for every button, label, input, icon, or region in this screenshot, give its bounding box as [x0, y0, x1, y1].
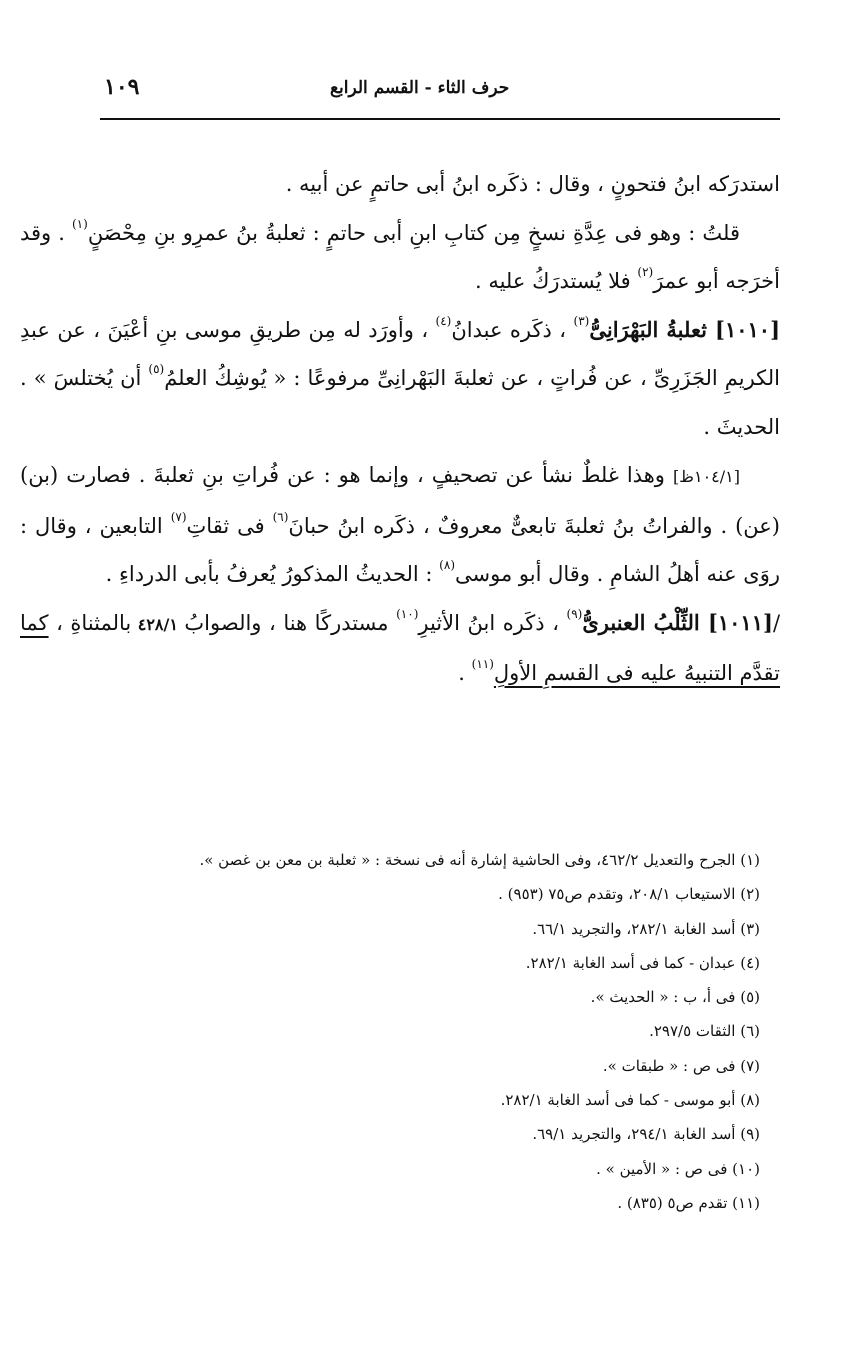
footnote-ref-7: (٧) — [170, 509, 187, 524]
text: : الحديثُ المذكورُ يُعرفُ بأبى الدرداءِ . — [105, 562, 440, 586]
entry-number: [١٠١١] — [707, 609, 773, 635]
footnote-ref-3: (٣) — [573, 313, 590, 328]
text: ، ذكَره عبدانُ — [451, 317, 574, 342]
paragraph-2 — [20, 209, 780, 306]
text: بالمثناةِ ، — [48, 610, 132, 635]
footnote-10: (١٠) فى ص : « الأمين » . — [596, 1159, 760, 1178]
footnote-9: (٩) أسد الغابة ٢٩٤/١، والتجريد ٦٩/١. — [532, 1125, 760, 1144]
paragraph-3 — [20, 451, 780, 599]
footnote-ref-2: (٢) — [637, 265, 654, 279]
footnote-ref-8: (٨) — [439, 558, 455, 572]
volume-ref: [١٠٤/١ظ] — [672, 467, 740, 486]
footnotes-section — [100, 843, 760, 1220]
footnote-ref-10: (١٠) — [396, 606, 419, 621]
footnote-7: (٧) فى ص : « طبقات ». — [602, 1056, 760, 1075]
text: ، ذكَره ابنُ الأثيرِ — [418, 610, 567, 635]
footnote-ref-4: (٤) — [435, 313, 452, 328]
footnote-8: (٨) أبو موسى - كما فى أسد الغابة ٢٨٢/١. — [500, 1091, 760, 1110]
footnote-2: (٢) الاستيعاب ٢٠٨/١، وتقدم ص٧٥ (٩٥٣) . — [498, 885, 760, 904]
entry-1011 — [20, 599, 780, 698]
footnote-ref-6: (٦) — [272, 509, 289, 524]
paragraph-1 — [20, 160, 780, 209]
entry-number: [١٠١٠] — [715, 316, 781, 342]
page-header — [100, 74, 780, 114]
footnote-1: (١) الجرح والتعديل ٤٦٢/٢، وفى الحاشية إشارة أنه فى نسخة : « ثعلبة بن معن بن غصن ». — [199, 851, 760, 869]
margin-volume-ref: ٤٢٨/١ — [131, 614, 185, 634]
text: . — [458, 661, 472, 685]
slash-mark: / — [772, 610, 781, 635]
text: . وقد أخرَجه أبو عمرَ — [20, 220, 780, 293]
text: أن يُختلسَ » . الحديثَ . — [20, 366, 780, 439]
entry-name: ثعلبةُ البَهْرَانِىُّ — [589, 316, 716, 342]
footnote-list — [100, 843, 760, 1220]
text: قلتُ : وهو فى عِدَّةِ نسخٍ مِن كتابِ ابنِ أبى حاتمٍ : ثعلبةُ بنُ عمرِو بنِ مِحْصَنٍ — [87, 220, 741, 245]
text: فى ثقاتِ — [186, 513, 273, 538]
main-text — [20, 160, 780, 698]
entry-name: الثِّلْبُ العنبرىُّ — [582, 609, 708, 635]
footnote-ref-9: (٩) — [566, 606, 583, 621]
text: استدرَكه ابنُ فتحونٍ ، وقال : ذكَره ابنُ أبى حاتمٍ عن أبيه . — [285, 172, 780, 196]
footnote-ref-11: (١١) — [471, 657, 494, 671]
text: فلا يُستدرَكُ عليه . — [474, 269, 638, 293]
entry-1010 — [20, 306, 780, 452]
footnote-ref-5: (٥) — [148, 362, 165, 376]
text: مستدركًا هنا ، والصوابُ — [184, 610, 397, 635]
page-number: ١٠٩ — [104, 74, 140, 100]
footnote-5: (٥) فى أ، ب : « الحديث ». — [590, 988, 760, 1007]
header-rule — [100, 118, 780, 120]
footnote-11: (١١) تقدم ص٥ (٨٣٥) . — [617, 1193, 760, 1212]
footnote-6: (٦) الثقات ٢٩٧/٥. — [649, 1022, 760, 1041]
text: ، وأورَد له مِن طريقِ موسى بنِ أعْيَنَ ، عن عبدِ الكريمِ الجَزَرِىِّ ، عن فُراتٍ ، عن ثعلبةَ البَهْرانِىِّ مرفوعًا : « يُوشِكُ العلمُ — [20, 317, 780, 390]
underlined-text: كما تقدَّم التنبيهُ عليه فى القسمِ الأولِ — [20, 610, 780, 685]
running-title: حرف الثاء - القسم الرابع — [330, 78, 510, 98]
footnote-3: (٣) أسد الغابة ٢٨٢/١، والتجريد ٦٦/١. — [532, 919, 760, 938]
footnote-ref-1: (١) — [71, 216, 88, 231]
text: التابعين ، وقال : روَى عنه أهلُ الشامِ . وقال أبو موسى — [20, 513, 780, 586]
text: وهذا غلطٌ نشأ عن تصحيفٍ ، وإنما هو : عن فُراتِ بنِ ثعلبةَ . فصارت (بن) (عن) . والفراتُ بنُ ثعلبةَ تابعىٌّ معروفٌ ، ذكَره ابنُ حبانَ — [20, 463, 780, 538]
footnote-4: (٤) عبدان - كما فى أسد الغابة ٢٨٢/١. — [525, 953, 760, 972]
